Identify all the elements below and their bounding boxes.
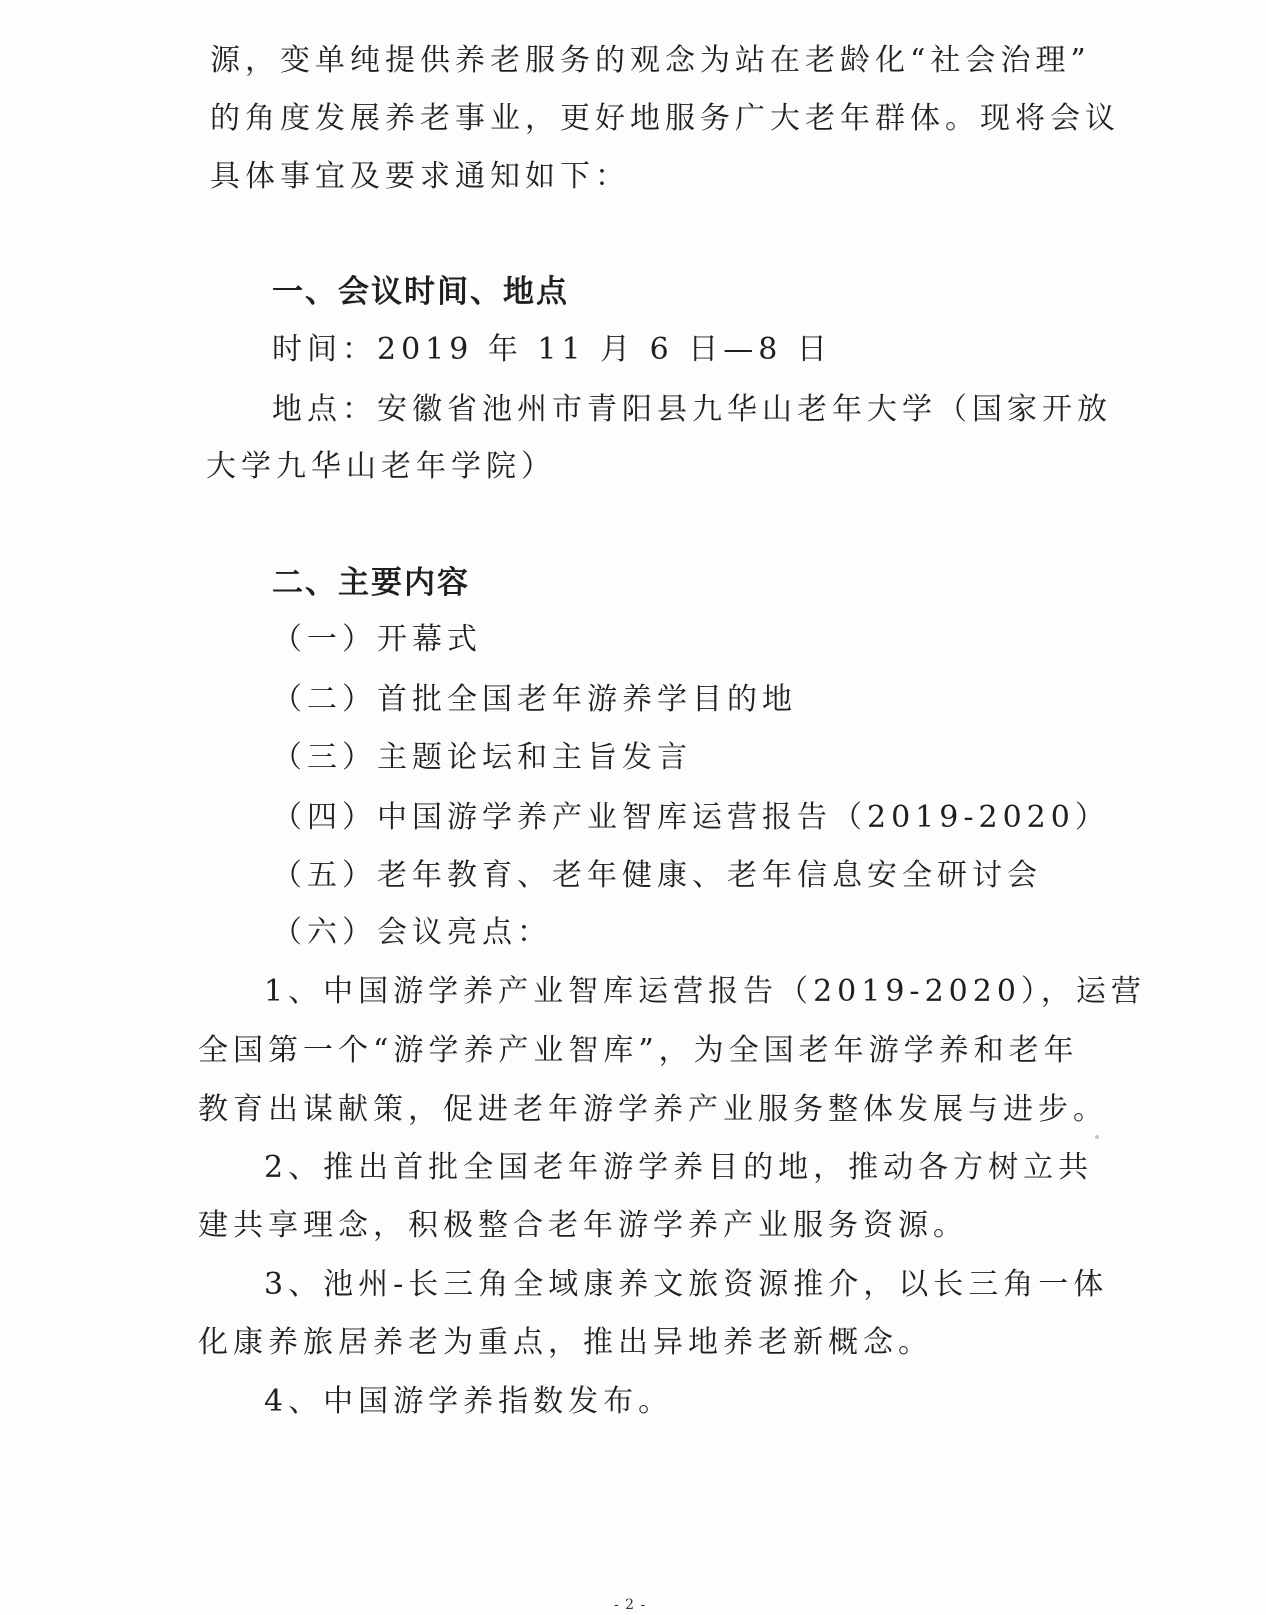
highlight-2-line-2: 建共享理念，积极整合老年游学养产业服务资源。: [198, 1208, 968, 1243]
highlight-3-line-1: 3、池州-长三角全域康养文旅资源推介，以长三角一体: [264, 1267, 1109, 1302]
highlight-1-line-3: 教育出谋献策，促进老年游学养产业服务整体发展与进步。: [198, 1092, 1108, 1127]
highlight-4-line-1: 4、中国游学养指数发布。: [264, 1384, 674, 1419]
intro-line-3: 具体事宜及要求通知如下：: [210, 159, 630, 194]
meeting-place-line-1: 地点：安徽省池州市青阳县九华山老年大学（国家开放: [272, 392, 1112, 427]
highlight-2-line-1: 2、推出首批全国老年游学养目的地，推动各方树立共: [264, 1150, 1094, 1185]
scan-speck: [1095, 1135, 1099, 1139]
intro-line-2: 的角度发展养老事业，更好地服务广大老年群体。现将会议: [210, 101, 1120, 136]
highlight-1-line-2: 全国第一个“游学养产业智库”，为全国老年游学养和老年: [198, 1033, 1079, 1068]
section-2-heading: 二、主要内容: [272, 565, 470, 601]
highlight-3-line-2: 化康养旅居养老为重点，推出异地养老新概念。: [198, 1325, 933, 1360]
content-item-1: （一）开幕式: [272, 622, 482, 657]
content-item-2: （二）首批全国老年游养学目的地: [272, 682, 797, 717]
meeting-time: 时间：2019 年 11 月 6 日—8 日: [272, 332, 832, 367]
content-item-5: （五）老年教育、老年健康、老年信息安全研讨会: [272, 858, 1042, 893]
meeting-place-line-2: 大学九华山老年学院）: [206, 449, 556, 484]
content-item-3: （三）主题论坛和主旨发言: [272, 740, 692, 775]
content-item-4: （四）中国游学养产业智库运营报告（2019-2020）: [272, 800, 1110, 835]
section-1-heading: 一、会议时间、地点: [272, 274, 569, 310]
highlight-1-line-1: 1、中国游学养产业智库运营报告（2019-2020），运营: [264, 974, 1146, 1009]
intro-line-1: 源，变单纯提供养老服务的观念为站在老龄化“社会治理”: [210, 43, 1091, 78]
page-number: - 2 -: [614, 1597, 647, 1613]
content-item-6: （六）会议亮点：: [272, 915, 552, 950]
